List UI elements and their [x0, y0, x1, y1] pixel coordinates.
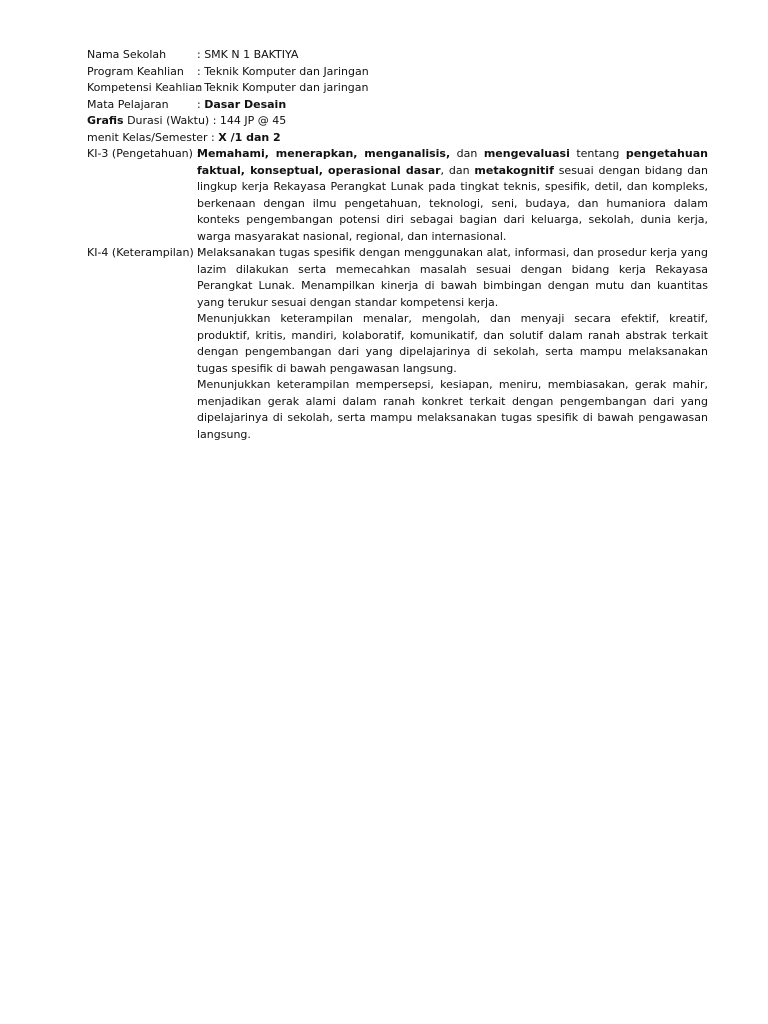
nama-sekolah-row: [87, 47, 708, 64]
kompetensi-keahlian-label: Kompetensi Keahlian: [87, 81, 203, 94]
ki3-bold-7: metakognitif: [474, 163, 554, 177]
mata-pelajaran-value: Dasar Desain: [204, 97, 287, 111]
ki3-text-4: tentang: [569, 147, 626, 160]
kelas-semester-row: [87, 130, 708, 147]
mata-pelajaran-label: Mata Pelajaran: [87, 97, 169, 111]
program-keahlian-row: [87, 64, 708, 81]
nama-sekolah-value: : SMK N 1 BAKTIYA: [197, 48, 299, 61]
ki3-bold-5: pengetahuan faktual, konseptual, operasional dasar: [197, 147, 708, 177]
document-body: [87, 47, 708, 443]
ki4-paragraph-2: Menunjukkan keterampilan menalar, mengolah, dan menyaji secara efektif, kreatif, produktif, kritis, mandiri, kolaboratif, komunikatif, dan solutif dalam ranah abstrak terkait dengan pengembangan dari yang dipelajarinya di sekolah, serta mampu melaksanakan tugas spesifik di bawah pengawasan langsung.: [197, 312, 708, 375]
nama-sekolah-label: Nama Sekolah: [87, 48, 167, 61]
grafis-word: Grafis: [87, 114, 124, 127]
program-keahlian-label: Program Keahlian: [87, 64, 184, 78]
kelas-semester-value: X /1 dan 2: [218, 130, 281, 144]
ki4-text: [197, 245, 708, 443]
ki4-paragraph-1: Melaksanakan tugas spesifik dengan menggunakan alat, informasi, dan prosedur kerja yang lazim dilakukan serta memecahkan masalah sesuai dengan bidang kerja Rekayasa Perangkat Lunak. Menampilkan kinerja di bawah bimbingan dengan mutu dan kuantitas yang terukur sesuai dengan standar kompetensi kerja.: [197, 246, 708, 309]
durasi-text: Durasi (Waktu) : 144 JP @ 45: [123, 114, 287, 127]
ki3-text-8: sesuai dengan bidang dan lingkup kerja Rekayasa Perangkat Lunak pada tingkat teknis, spesifik, detil, dan kompleks, berkenaan dengan ilmu pengetahuan, teknologi, seni, budaya, dan humaniora dalam konteks pengembangan potensi diri sebagai bagian dari keluarga, sekolah, dunia kerja, warga masyarakat nasional, regional, dan internasional.: [197, 163, 708, 243]
menit-kelas-text: menit Kelas/Semester :: [87, 130, 219, 144]
ki3-text-6: , dan: [440, 163, 475, 177]
ki3-text-2: dan: [450, 147, 484, 160]
kompetensi-keahlian-row: [87, 80, 708, 97]
ki4-section: [87, 245, 708, 443]
ki4-label: KI-4 (Keterampilan) :: [87, 246, 202, 259]
ki3-text: [197, 146, 708, 245]
ki3-label: KI-3 (Pengetahuan) :: [87, 147, 201, 160]
durasi-row: [87, 113, 708, 130]
mata-pelajaran-row: [87, 97, 708, 114]
ki3-bold-1: Memahami, menerapkan, menganalisis,: [197, 147, 451, 160]
ki4-paragraph-3: Menunjukkan keterampilan mempersepsi, kesiapan, meniru, membiasakan, gerak mahir, menjadikan gerak alami dalam ranah konkret terkait dengan pengembangan dari yang dipelajarinya di sekolah, serta mampu melaksanakan tugas spesifik di bawah pengawasan langsung.: [197, 378, 708, 441]
program-keahlian-value: : Teknik Komputer dan Jaringan: [197, 64, 369, 78]
kompetensi-keahlian-value: : Teknik Komputer dan jaringan: [197, 81, 369, 94]
ki3-bold-3: mengevaluasi: [483, 147, 570, 160]
mata-pelajaran-sep: :: [197, 97, 205, 111]
ki3-section: [87, 146, 708, 245]
